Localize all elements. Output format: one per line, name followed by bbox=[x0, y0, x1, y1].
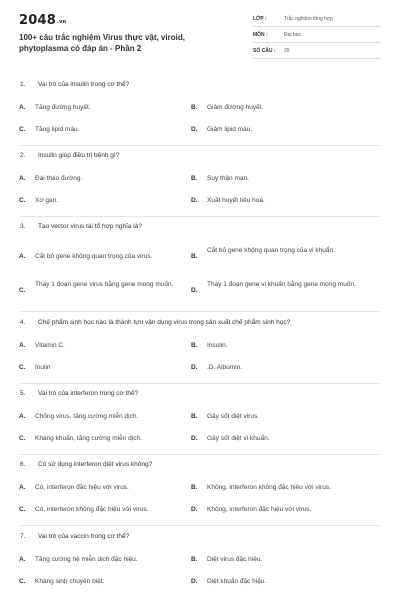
meta-label: SỐ CÂU : bbox=[253, 48, 276, 54]
divider bbox=[20, 311, 380, 312]
question-text: 1. Vai trò của insulin trong cơ thể? bbox=[20, 81, 130, 88]
page-title: 100+ câu trắc nghiệm Virus thực vật, viroid, phytoplasma có đáp án - Phần 2 bbox=[19, 33, 185, 53]
meta-value: Trắc nghiệm tổng hợp bbox=[284, 16, 333, 22]
question-text: 4. Chế phẩm sinh học nào là thành tựu vận dụng virus trong sản xuất chế phẩm sinh học? bbox=[20, 319, 291, 326]
divider bbox=[20, 525, 380, 526]
divider bbox=[20, 383, 380, 384]
meta-value: 25 bbox=[284, 48, 290, 54]
divider bbox=[20, 145, 380, 146]
meta-value: Đại học bbox=[284, 32, 301, 38]
site-logo[interactable]: 2048.vn bbox=[19, 13, 67, 28]
question-text: 2. Insulin giúp điều trị bệnh gì? bbox=[20, 152, 120, 159]
question-text: 7. Vai trò của vaccin trong cơ thể? bbox=[20, 533, 130, 540]
divider bbox=[20, 216, 380, 217]
question-list: 1. Vai trò của insulin trong cơ thể? A. Tăng đường huyết. B. Giảm đường huyết. C. Tăng lipid máu. D. Giảm lipid máu. 2. Insulin giúp điều trị bệnh gì? A. Đái tháo đường. B. Suy thận mạn. C. Xơ gan. D. Xuất huyết tiêu hoá. 3. Tạo vector virus tái tổ hợp nghĩa là? A. Cắt bỏ gene không quan trọng của virus. B. Cắt bỏ gene không quan trọng của vi khuẩn. C. Thay 1 đoạn gene virus bằng gene mong muốn. D. Thay 1 đoạn gene vi khuẩn bằng gene mong muốn. 4. Chế phẩm sinh học nào là thành tựu vận dụng virus trong sản xuất chế phẩm sinh học? A. Vitamin C. B. Insulin. C. Inulin D. .D. Albumin. 5. Vai trò của interferon trong cơ thể? A. Chống virus, tăng cường miễn dịch. B. Gây sốt diệt virus. C. Kháng khuẩn, tăng cường miễn dịch. D. Gây sốt diệt vi khuẩn. 6. Có sử dụng interferon diệt virus không? A. Có, interferon đặc hiệu với virus. B. Không, interferon không đặc hiệu với virus. C. Có, interferon không đặc hiệu với virus. D. Không, interferon đặc hiệu với virus. 7. Vai trò của vaccin trong cơ thể? A. Tăng cường hệ miễn dịch đặc hiệu. B. Diệt virus đặc hiệu. C. Kháng sinh chuyên biệt. D. Diệt khuẩn đặc hiệu. bbox=[0, 0, 400, 600]
meta-label: MÔN : bbox=[253, 32, 268, 38]
question-text: 6. Có sử dụng interferon diệt virus không? bbox=[20, 461, 153, 468]
question-text: 5. Vai trò của interferon trong cơ thể? bbox=[20, 390, 139, 397]
question-text: 3. Tạo vector virus tái tổ hợp nghĩa là? bbox=[20, 223, 142, 230]
divider bbox=[20, 454, 380, 455]
meta-label: LỚP : bbox=[253, 16, 267, 22]
